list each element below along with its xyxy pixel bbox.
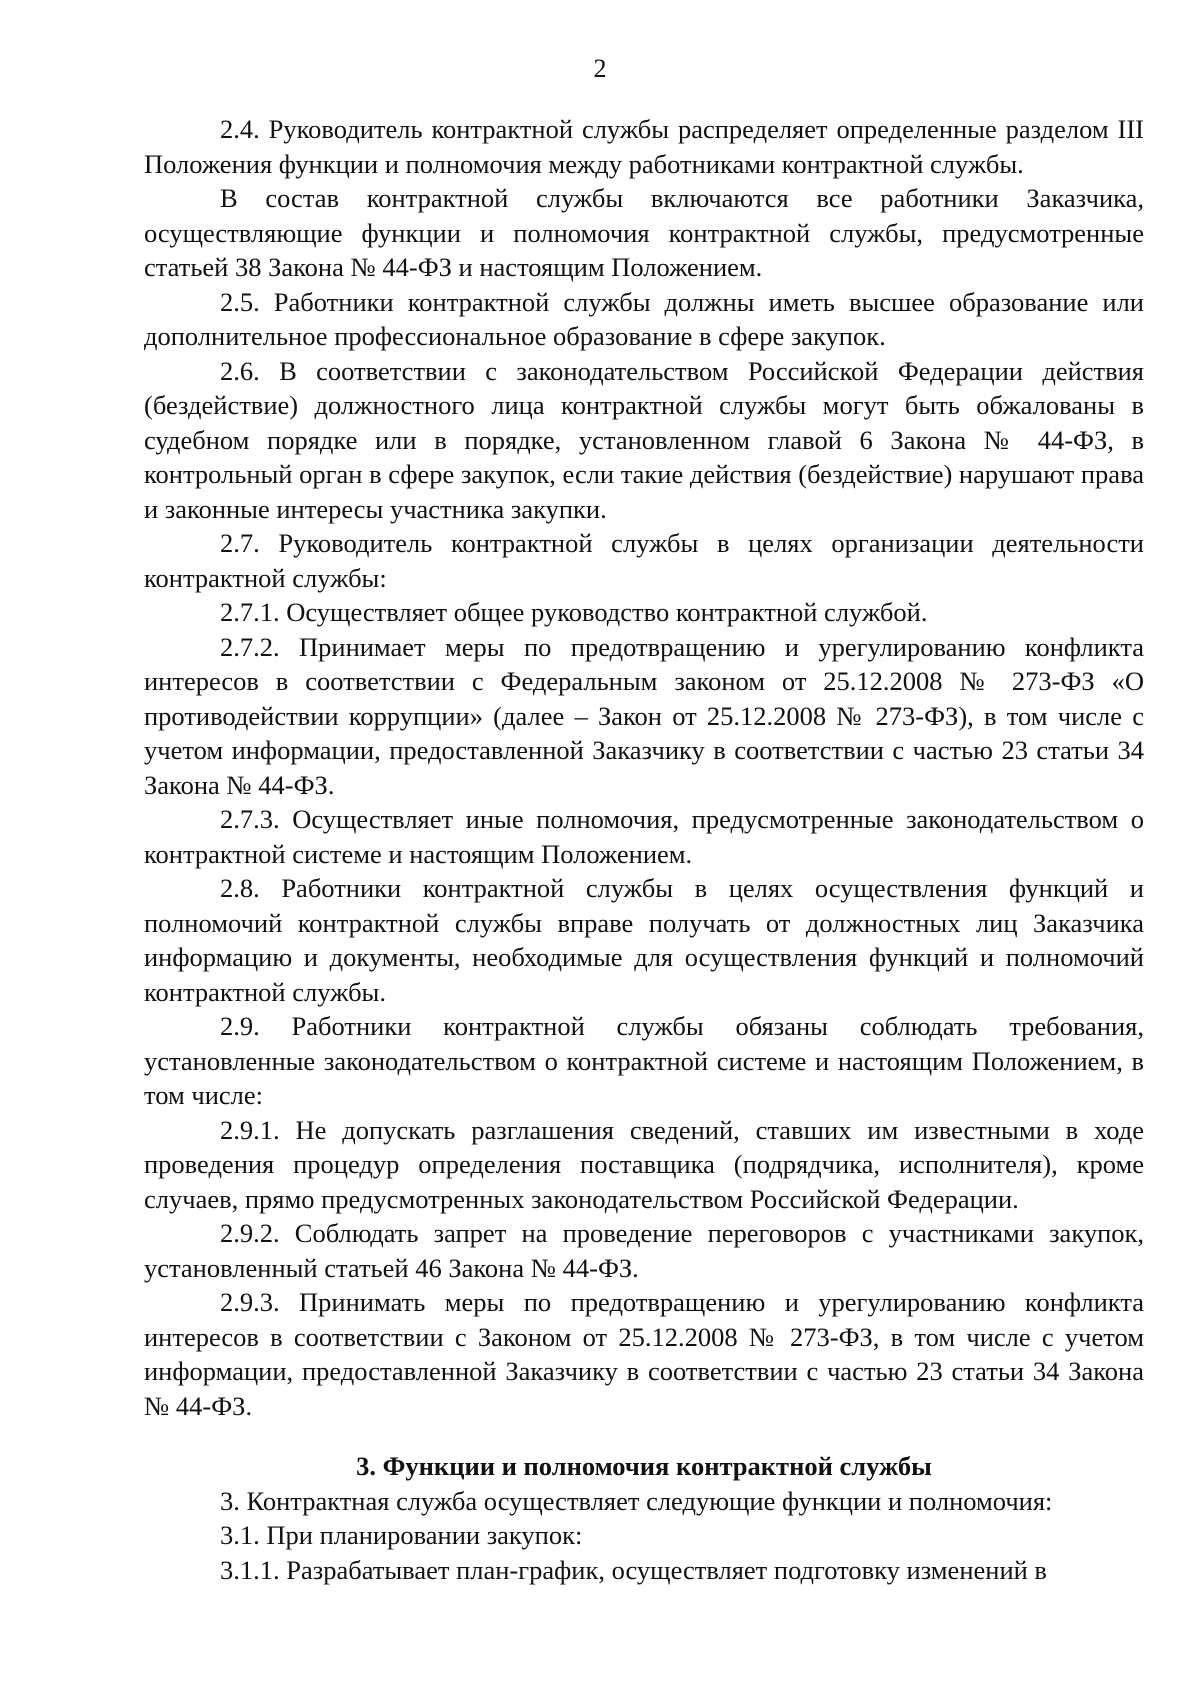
paragraph-2-7: 2.7. Руководитель контрактной службы в целях организации деятельности контрактной службы: — [144, 528, 1144, 593]
paragraph-2-4: 2.4. Руководитель контрактной службы распределяет определенные разделом III Положения функции и полномочия между работниками контрактной службы. — [144, 114, 1144, 179]
paragraph-2-8: 2.8. Работники контрактной службы в целях осуществления функций и полномочий контрактной службы вправе получать от должностных лиц Заказчика информацию и документы, необходимые для осуществления функций и полномочий контрактной службы. — [144, 873, 1144, 1007]
paragraph-3-1: 3.1. При планировании закупок: — [220, 1520, 583, 1550]
paragraph-2-7-3: 2.7.3. Осуществляет иные полномочия, предусмотренные законодательством о контрактной системе и настоящим Положением. — [144, 804, 1144, 869]
paragraph-2-9: 2.9. Работники контрактной службы обязаны соблюдать требования, установленные законодательством о контрактной системе и настоящим Положением, в том числе: — [144, 1011, 1144, 1110]
paragraph-3-1-1: 3.1.1. Разрабатывает план-график, осуществляет подготовку изменений в — [220, 1554, 1047, 1585]
paragraph-2-9-3: 2.9.3. Принимать меры по предотвращению и урегулированию конфликта интересов в соответствии с Законом от 25.12.2008 № 273-ФЗ, в том числе с учетом информации, предоставленной Заказчику в соответствии с частью 23 статьи 34 Закона № 44-ФЗ. — [144, 1287, 1144, 1421]
section-heading: 3. Функции и полномочия контрактной службы — [356, 1451, 932, 1481]
paragraph-2-9-2: 2.9.2. Соблюдать запрет на проведение переговоров с участниками закупок, установленный статьей 46 Закона № 44-ФЗ. — [144, 1218, 1144, 1283]
paragraph-3: 3. Контрактная служба осуществляет следующие функции и полномочия: — [220, 1485, 1053, 1516]
page-number: 2 — [593, 54, 607, 83]
paragraph-2-7-1: 2.7.1. Осуществляет общее руководство контрактной службой. — [220, 597, 928, 627]
paragraph-2-6: 2.6. В соответствии с законодательством Российской Федерации действия (бездействие) должностного лица контрактной службы могут быть обжалованы в судебном порядке или в порядке, установленном главой 6 Закона № 44-ФЗ, в контрольный орган в сфере закупок, если такие действия (бездействие) нарушают права и законные интересы участника закупки. — [144, 355, 1144, 524]
paragraph-composition: В состав контрактной службы включаются все работники Заказчика, осуществляющие функции и полномочия контрактной службы, предусмотренные статьей 38 Закона № 44-ФЗ и настоящим Положением. — [144, 183, 1144, 282]
paragraph-2-5: 2.5. Работники контрактной службы должны иметь высшее образование или дополнительное профессиональное образование в сфере закупок. — [144, 286, 1144, 351]
document-body — [144, 112, 1144, 1587]
paragraph-2-7-2: 2.7.2. Принимает меры по предотвращению и урегулированию конфликта интересов в соответствии с Федеральным законом от 25.12.2008 № 273-ФЗ «О противодействии коррупции» (далее – Закон от 25.12.2008 № 273-ФЗ), в том числе с учетом информации, предоставленной Заказчику в соответствии с частью 23 статьи 34 Закона № 44-ФЗ. — [144, 631, 1144, 800]
paragraph-2-9-1: 2.9.1. Не допускать разглашения сведений, ставших им известными в ходе проведения процедур определения поставщика (подрядчика, исполнителя), кроме случаев, прямо предусмотренных законодательством Российской Федерации. — [144, 1114, 1144, 1214]
